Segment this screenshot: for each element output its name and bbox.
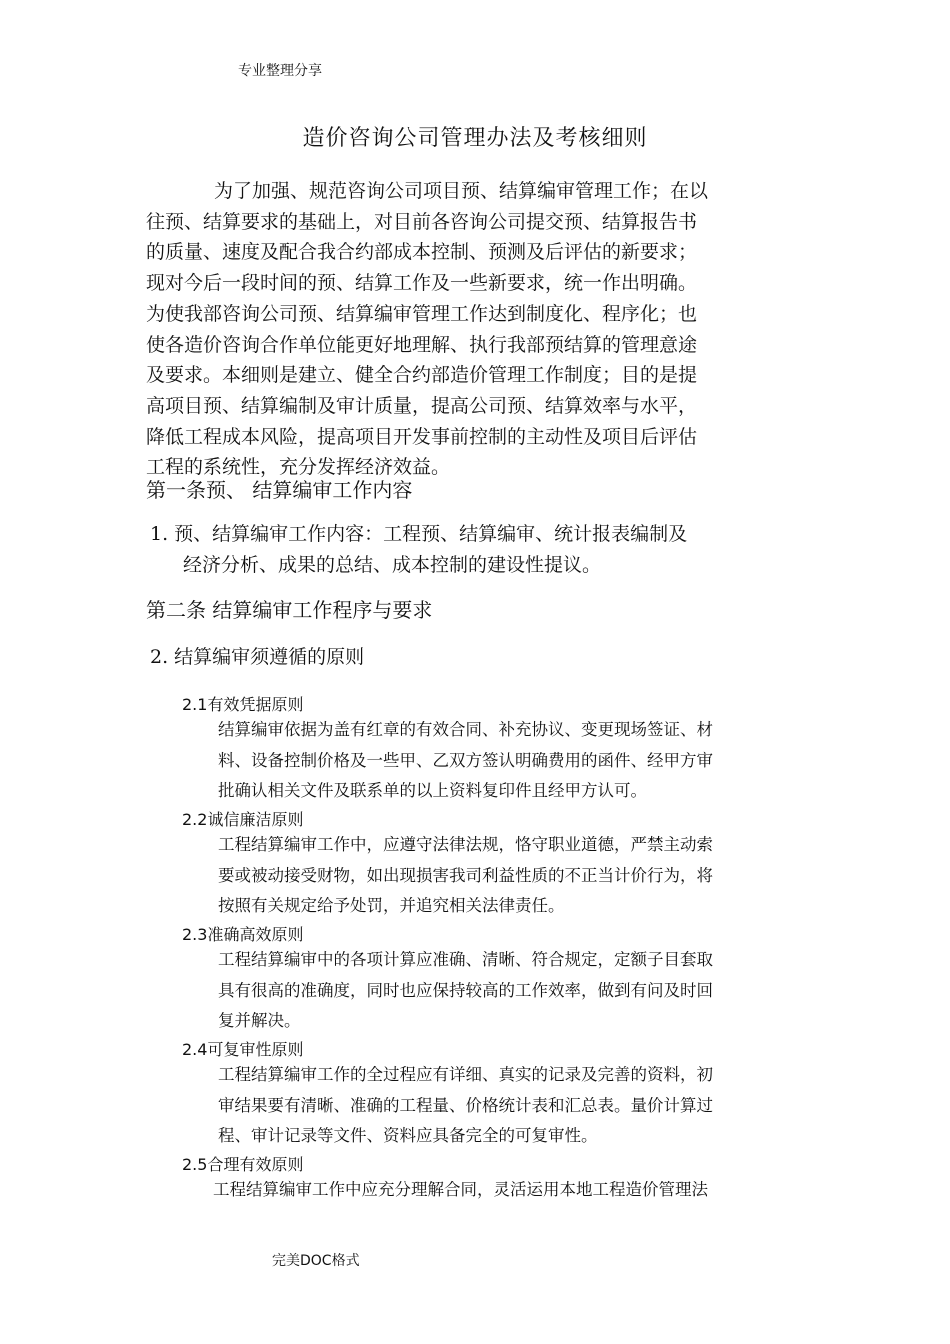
subsection-2-1-body <box>218 715 713 807</box>
page-header: 专业整理分享 <box>238 63 322 79</box>
intro-line: 高项目预、结算编制及审计质量，提高公司预、结算效率与水平， <box>146 394 698 417</box>
body-line: 按照有关规定给予处罚，并追究相关法律责任。 <box>218 896 565 915</box>
intro-line: 降低工程成本风险，提高项目开发事前控制的主动性及项目后评估 <box>146 425 698 448</box>
subsection-2-3-body <box>218 945 713 1037</box>
body-line: 料、设备控制价格及一些甲、乙双方签认明确费用的函件、经甲方审 <box>218 750 713 770</box>
intro-line: 及要求。本细则是建立、健全合约部造价管理工作制度；目的是提 <box>146 364 698 387</box>
article-1-heading: 第一条预、 结算编审工作内容 <box>146 478 413 502</box>
subsection-2-3-title: 2.3准确高效原则 <box>182 925 304 944</box>
body-line: 程、审计记录等文件、资料应具备完全的可复审性。 <box>218 1126 598 1145</box>
intro-line: 的质量、速度及配合我合约部成本控制、预测及后评估的新要求； <box>146 241 698 264</box>
body-line: 工程结算编审中的各项计算应准确、清晰、符合规定，定额子目套取 <box>218 950 713 969</box>
page-footer: 完美DOC格式 <box>272 1253 360 1269</box>
body-line: 工程结算编审工作的全过程应有详细、真实的记录及完善的资料，初 <box>218 1065 713 1084</box>
article-2-item-2: 2. 结算编审须遵循的原则 <box>150 646 365 668</box>
item-line: 1. 预、结算编审工作内容：工程预、结算编审、统计报表编制及 <box>150 523 688 545</box>
body-line: 复并解决。 <box>218 1011 301 1030</box>
item-line: 经济分析、成果的总结、成本控制的建设性提议。 <box>183 553 602 576</box>
body-line: 工程结算编审工作中，应遵守法律法规，恪守职业道德，严禁主动索 <box>218 835 713 854</box>
article-2-heading: 第二条 结算编审工作程序与要求 <box>146 598 433 622</box>
intro-paragraph <box>146 176 806 483</box>
body-line: 结算编审依据为盖有红章的有效合同、补充协议、变更现场签证、材 <box>218 720 713 739</box>
subsection-2-2-title: 2.2诚信廉洁原则 <box>182 810 304 829</box>
subsection-2-4-body <box>218 1060 713 1152</box>
subsection-2-2-body <box>218 830 713 922</box>
intro-line: 为了加强、规范咨询公司项目预、结算编审管理工作；在以 <box>214 180 709 202</box>
body-line: 具有很高的准确度，同时也应保持较高的工作效率，做到有问及时回 <box>218 980 713 1000</box>
intro-line: 工程的系统性，充分发挥经济效益。 <box>146 456 451 479</box>
body-line: 审结果要有清晰、准确的工程量、价格统计表和汇总表。量价计算过 <box>218 1095 713 1115</box>
subsection-2-4-title: 2.4可复审性原则 <box>182 1040 304 1059</box>
subsection-2-5-body <box>213 1175 708 1206</box>
intro-line: 往预、结算要求的基础上，对目前各咨询公司提交预、结算报告书 <box>146 210 698 233</box>
body-line: 工程结算编审工作中应充分理解合同，灵活运用本地工程造价管理法 <box>213 1180 708 1199</box>
body-line: 要或被动接受财物，如出现损害我司利益性质的不正当计价行为，将 <box>218 865 713 885</box>
intro-line: 现对今后一段时间的预、结算工作及一些新要求，统一作出明确。 <box>146 272 698 295</box>
subsection-2-5-title: 2.5合理有效原则 <box>182 1155 304 1174</box>
document-title: 造价咨询公司管理办法及考核细则 <box>302 126 648 151</box>
article-1-item-1 <box>150 519 687 580</box>
subsection-2-1-title: 2.1有效凭据原则 <box>182 695 304 714</box>
intro-line: 使各造价咨询合作单位能更好地理解、执行我部预结算的管理意途 <box>146 333 698 356</box>
intro-line: 为使我部咨询公司预、结算编审管理工作达到制度化、程序化；也 <box>146 302 698 325</box>
body-line: 批确认相关文件及联系单的以上资料复印件且经甲方认可。 <box>218 781 647 800</box>
